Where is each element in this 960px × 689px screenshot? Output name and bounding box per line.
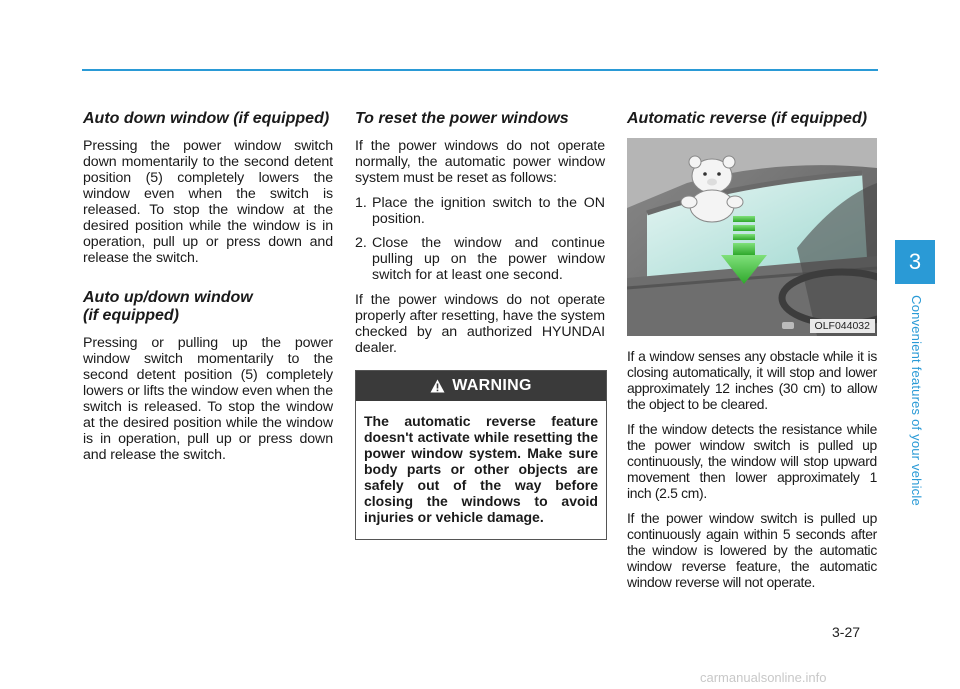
reset-step-text: Place the ignition switch to the ON position. — [372, 195, 605, 227]
reset-step — [355, 235, 605, 283]
warning-text: The automatic reverse feature doesn't activate while resetting the power window system. Make sure body parts or other objects are safely out of the way before closing the windows to avoid injuries or vehicle damage. — [364, 413, 598, 525]
column-auto-windows — [83, 110, 333, 472]
para-auto-reverse-1: If a window senses any obstacle while it is closing automatically, it will stop and lower approximately 12 inches (30 cm) to allow the object to be cleared. — [627, 348, 877, 412]
header-rule — [82, 69, 878, 71]
para-reset-outro: If the power windows do not operate properly after resetting, have the system checked by an authorized HYUNDAI dealer. — [355, 292, 605, 356]
heading-auto-reverse: Automatic reverse (if equipped) — [627, 110, 868, 127]
para-auto-reverse-3: If the power window switch is pulled up continuously again within 5 seconds after the window is lowered by the automatic window reverse feature, the automatic window reverse will not operate. — [627, 510, 877, 590]
warning-triangle-icon — [430, 379, 445, 393]
para-auto-up-down: Pressing or pulling up the power window switch momentarily to the second detent position (5) completely lowers or lifts the window even when the switch is released. To stop the window at the desired position while the window is in operation, pull up or press down and release the switch. — [83, 335, 333, 463]
warning-header — [356, 371, 606, 401]
heading-auto-down: Auto down window (if equipped) — [83, 110, 330, 127]
warning-title: WARNING — [452, 377, 532, 394]
column-auto-reverse — [627, 110, 877, 599]
page-number: 3-27 — [832, 624, 861, 640]
chapter-title-vertical — [896, 294, 936, 506]
footer-watermark: carmanualsonline.info — [700, 670, 827, 685]
para-auto-down: Pressing the power window switch down momentarily to the second detent position (5) completely lowers the window even when the switch is released. To stop the window at the desired position while the window is in operation, pull up or press down and release the switch. — [83, 138, 333, 266]
reset-step — [355, 195, 605, 227]
car-window-illustration — [627, 138, 877, 336]
chapter-title: Convenient features of your vehicle — [908, 294, 924, 506]
reset-step-text: Close the window and continue pulling up on the power window switch for at least one second. — [372, 235, 605, 283]
column-reset — [355, 110, 605, 540]
heading-reset: To reset the power windows — [355, 110, 569, 127]
chapter-tab: 3 — [895, 240, 935, 284]
warning-box — [355, 370, 607, 540]
reset-steps — [355, 195, 605, 283]
reset-step-number: 2. — [355, 235, 367, 251]
heading-auto-up-down-line1: Auto up/down window — [83, 289, 253, 306]
figure-code: OLF044032 — [810, 319, 875, 333]
reset-step-number: 1. — [355, 195, 367, 211]
heading-auto-up-down-line2: (if equipped) — [83, 307, 179, 324]
heading-auto-up-down — [83, 289, 333, 325]
para-reset-intro: If the power windows do not operate normally, the automatic power window system must be reset as follows: — [355, 138, 605, 186]
window-obstacle-illustration — [627, 138, 877, 336]
para-auto-reverse-2: If the window detects the resistance while the power window switch is pulled up continuously, the window will stop upward movement then lower approximately 1 inch (2.5 cm). — [627, 421, 877, 501]
